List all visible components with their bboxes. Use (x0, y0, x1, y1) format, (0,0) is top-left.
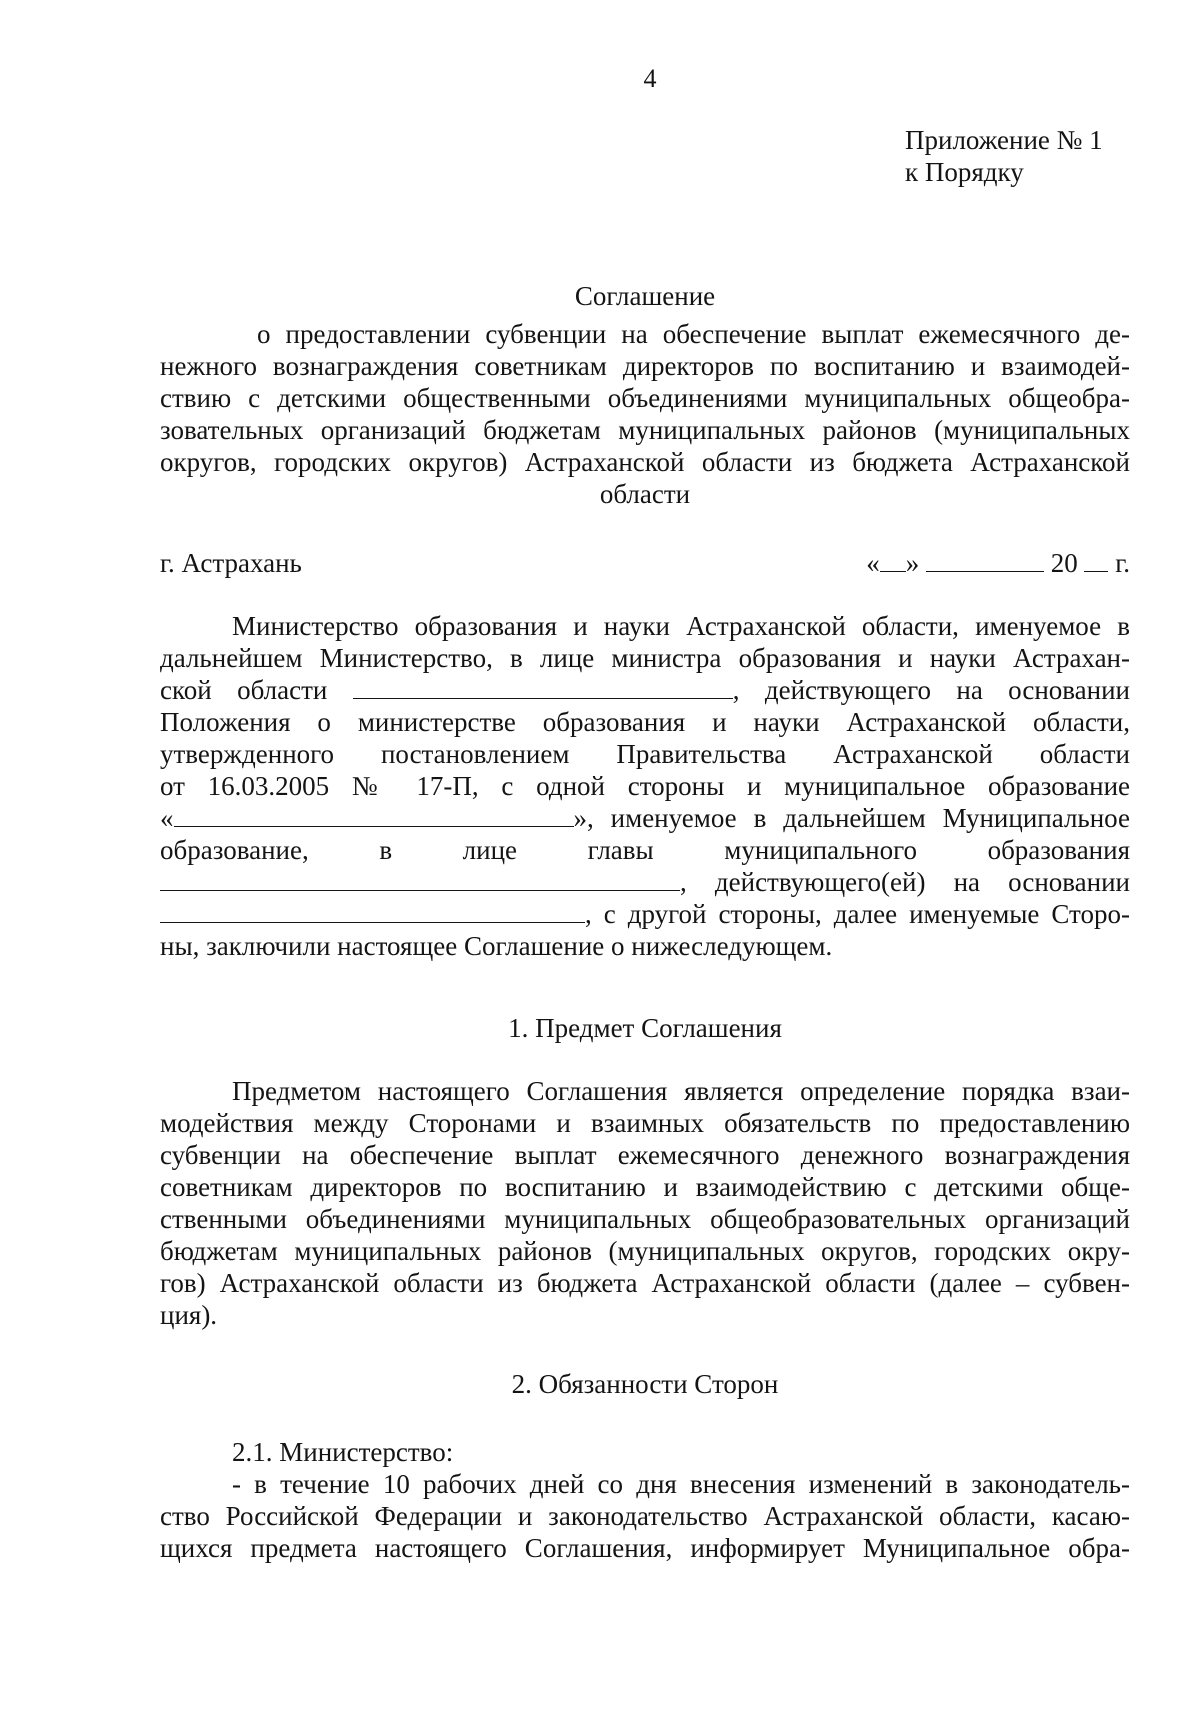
year-suffix: г. (1115, 548, 1130, 578)
preamble-line (160, 674, 1130, 706)
text-fragment: , действующего на основании (732, 675, 1131, 705)
section-1-body (160, 1075, 1130, 1331)
day-blank (880, 549, 906, 572)
date-field (840, 548, 1130, 579)
appendix-line-2: к Порядку (905, 157, 1024, 187)
agreement-subtitle (160, 318, 1130, 510)
section-1-line: субвенции на обеспечение выплат ежемесячного денежного вознаграждения (160, 1140, 1130, 1170)
section-1-line: Предметом настоящего Соглашения является определение порядка взаи- (232, 1076, 1130, 1106)
preamble-line (160, 898, 1130, 930)
municipality-name-blank (174, 804, 574, 827)
preamble-line (160, 802, 1130, 834)
subtitle-line: округов, городских округов) Астраханской области из бюджета Астраханской (160, 447, 1130, 477)
preamble-line: Положения о министерстве образования и науки Астраханской области, (160, 707, 1130, 737)
section-1-line: советникам директоров по воспитанию и взаимодействию с детскими обще- (160, 1172, 1130, 1202)
date-close-quote: » (905, 548, 920, 578)
section-2-line: ство Российской Федерации и законодательство Астраханской области, касаю- (160, 1501, 1130, 1531)
section-2-line: щихся предмета настоящего Соглашения, информирует Муниципальное обра- (160, 1533, 1130, 1563)
preamble-line: от 16.03.2005 № 17-П, с одной стороны и муниципальное образование (160, 771, 1130, 801)
year-prefix: 20 (1050, 548, 1078, 578)
section-1-heading: 1. Предмет Соглашения (508, 1013, 782, 1043)
page-number: 4 (643, 64, 657, 93)
text-fragment: « (160, 803, 174, 833)
year-blank (1084, 549, 1108, 572)
subtitle-line: нежного вознаграждения советникам директоров по воспитанию и взаимодей- (160, 351, 1130, 381)
section-2-subheading: 2.1. Министерство: (232, 1437, 454, 1467)
section-1-line: модействия между Сторонами и взаимных обязательств по предоставлению (160, 1108, 1130, 1138)
subtitle-line: зовательных организаций бюджетам муниципальных районов (муниципальных (160, 415, 1130, 445)
preamble-line: ны, заключили настоящее Соглашение о нижеследующем. (160, 931, 833, 961)
section-2-line: - в течение 10 рабочих дней со дня внесения изменений в законодатель- (232, 1469, 1130, 1499)
section-2-body (160, 1436, 1130, 1564)
text-fragment: », именуемое в дальнейшем Муниципальное (573, 803, 1130, 833)
text-fragment: , с другой стороны, далее именуемые Сторо- (585, 899, 1130, 929)
preamble-line (160, 866, 1130, 898)
appendix-line-1: Приложение № 1 (905, 125, 1103, 155)
basis-document-blank (160, 900, 585, 923)
date-open-quote: « (866, 548, 880, 578)
subtitle-line: ствию с детскими общественными объединениями муниципальных общеобра- (160, 383, 1130, 413)
preamble-line: дальнейшем Министерство, в лице министра образования и науки Астрахан- (160, 643, 1130, 673)
minister-name-blank (353, 676, 733, 699)
section-1-line: ция). (160, 1300, 218, 1330)
month-blank (926, 549, 1044, 572)
preamble-line: Министерство образования и науки Астраханской области, именуемое в (232, 611, 1130, 641)
section-1-line: бюджетам муниципальных районов (муниципальных округов, городских окру- (160, 1236, 1130, 1266)
preamble-line: утвержденного постановлением Правительства Астраханской области (160, 739, 1130, 769)
text-fragment: , действующего(ей) на основании (680, 867, 1130, 897)
section-1-line: гов) Астраханской области из бюджета Астраханской области (далее – субвен- (160, 1268, 1130, 1298)
text-fragment: ской области (160, 675, 328, 705)
subtitle-line: области (599, 479, 691, 509)
appendix-note (905, 124, 1103, 188)
preamble (160, 610, 1130, 962)
head-name-blank (160, 868, 680, 891)
section-2-heading: 2. Обязанности Сторон (511, 1369, 779, 1399)
agreement-title: Соглашение (574, 281, 716, 311)
subtitle-line: о предоставлении субвенции на обеспечение выплат ежемесячного де- (257, 319, 1130, 349)
section-1-line: ственными объединениями муниципальных общеобразовательных организаций (160, 1204, 1130, 1234)
preamble-line: образование, в лице главы муниципального образования (160, 835, 1130, 865)
city-name: г. Астрахань (160, 548, 302, 578)
